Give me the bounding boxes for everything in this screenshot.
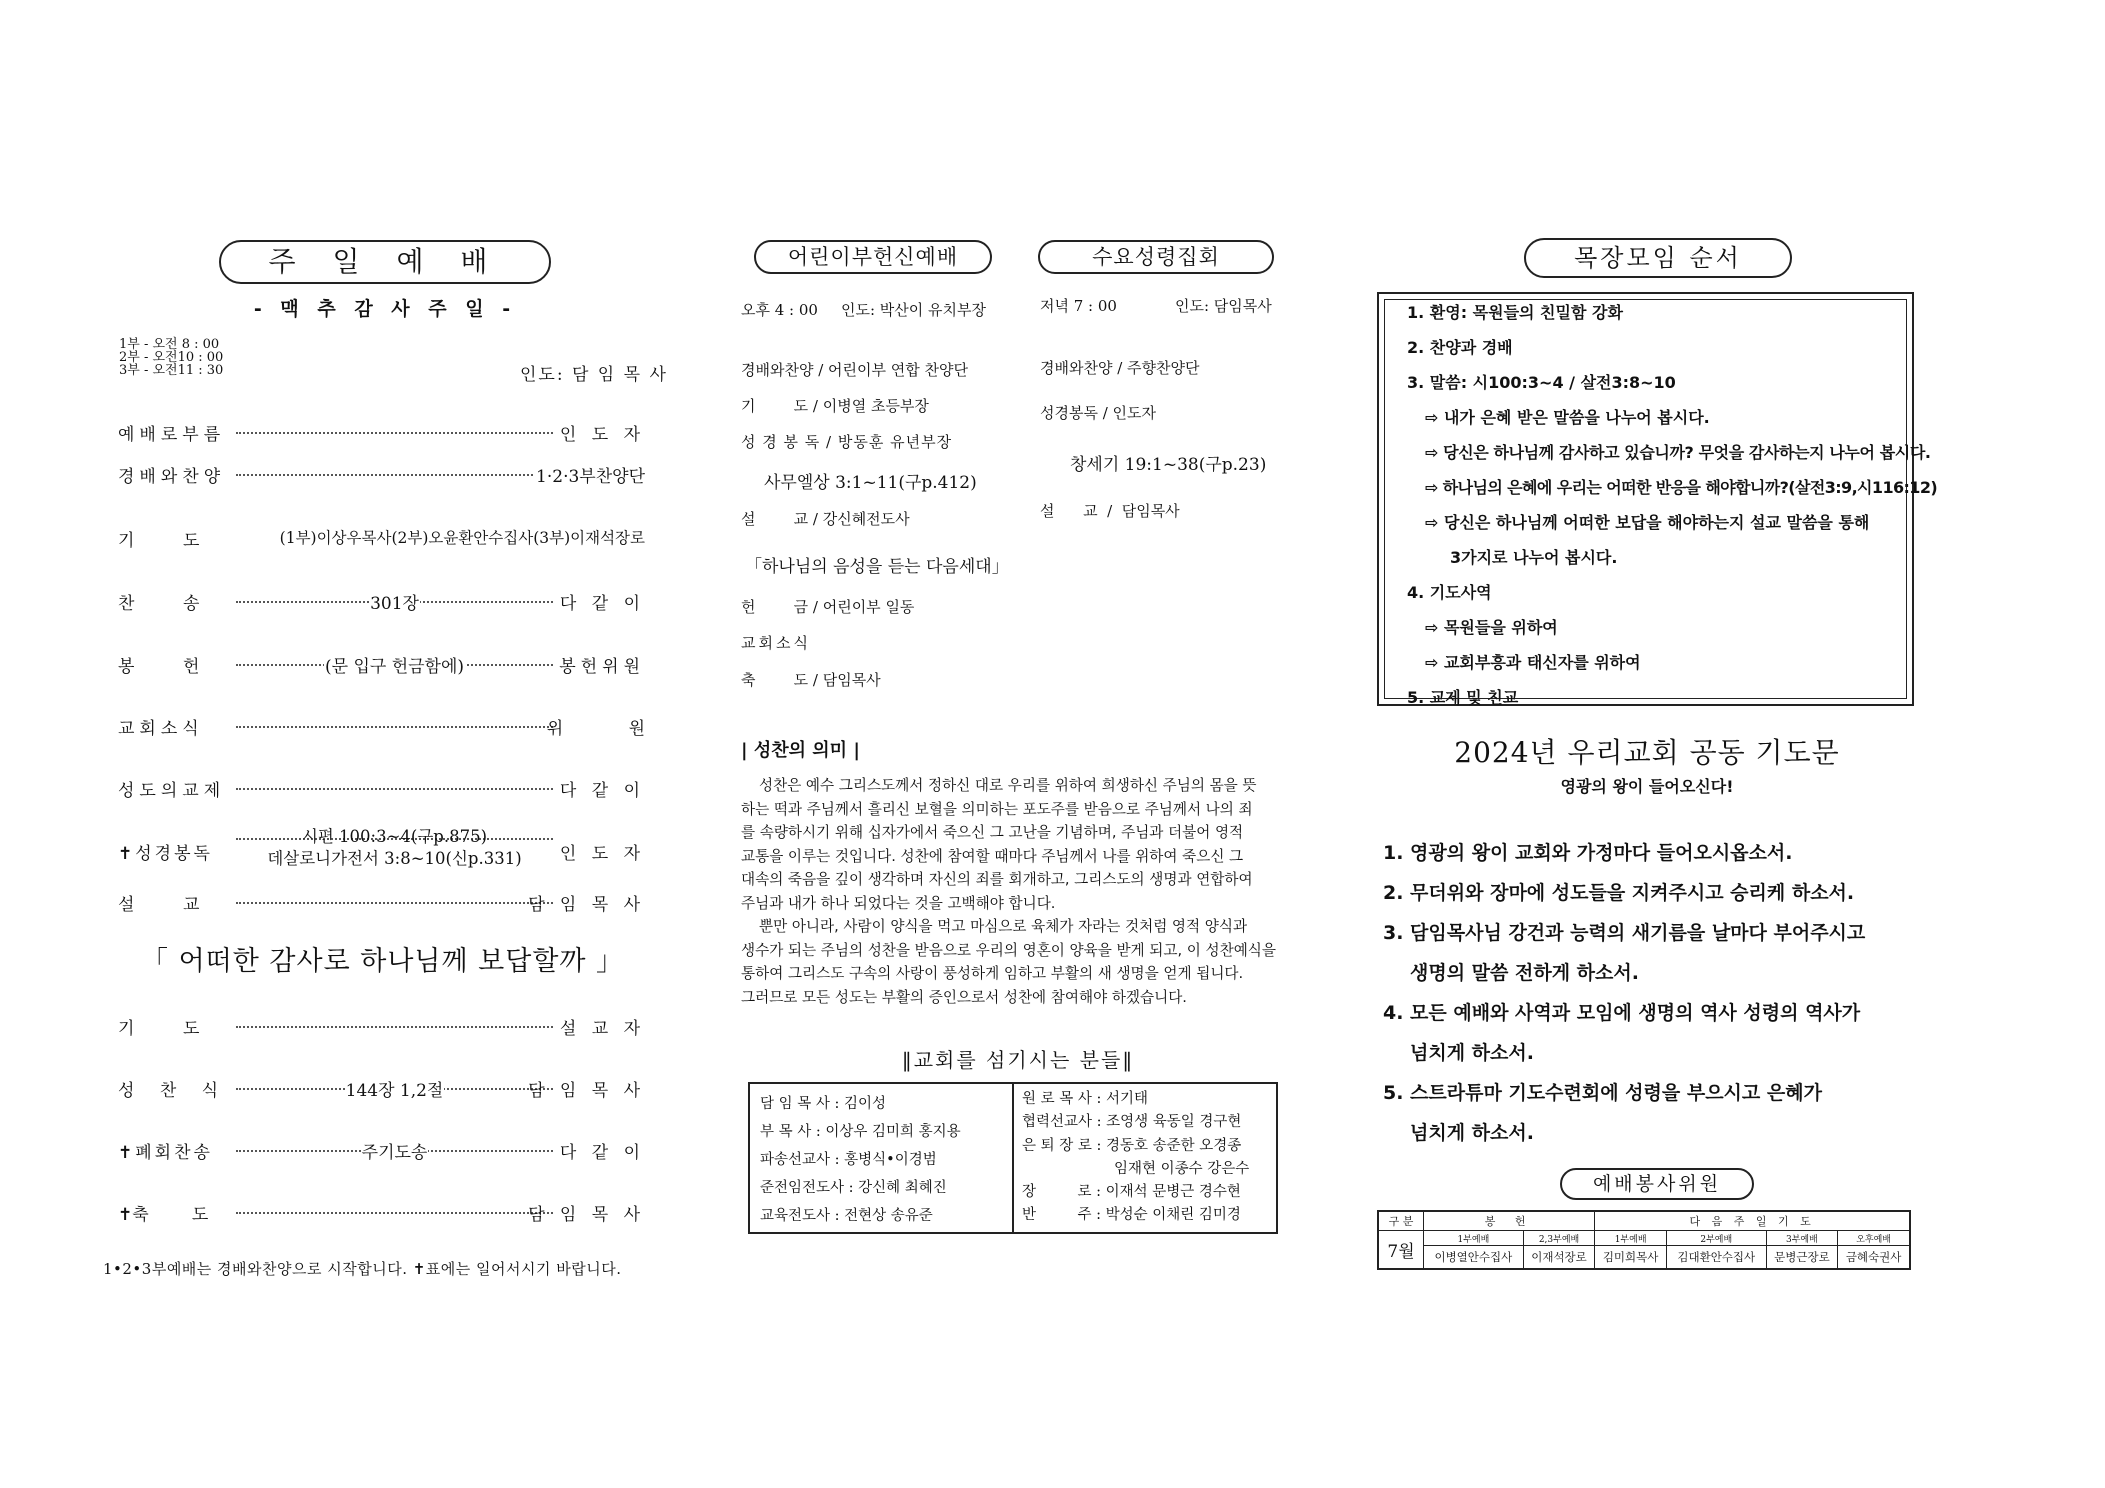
order-row [118, 462, 645, 486]
pastors-right [1022, 1088, 1249, 1228]
pastor-entry: 파송선교사 : 홍병식•이경범 [760, 1151, 937, 1168]
cell-item: ⇨ 당신은 하나님께 감사하고 있습니까? 무엇을 감사하는지 나누어 봅시다. [1425, 443, 1931, 462]
order-person: 담 임 목 사 [528, 1205, 645, 1225]
sunday-subtitle: - 맥 추 감 사 주 일 - [253, 298, 517, 320]
footnote: 1•2•3부예배는 경배와찬양으로 시작합니다. ✝표에는 일어서시기 바랍니다. [103, 1260, 622, 1278]
sermon-title: 「 어떠한 감사로 하나님께 보답할까 」 [141, 946, 625, 977]
order-person: 인 도 자 [559, 425, 645, 445]
order-label: 기 도 [118, 531, 200, 551]
children-service-title: 어린이부헌신예배 [754, 240, 992, 274]
order-label: 봉 헌 [118, 657, 200, 677]
order-person: 다 같 이 [559, 1143, 645, 1163]
prayer-line: 3. 담임목사님 강건과 능력의 새기름을 날마다 부어주시고 [1383, 922, 1866, 944]
children-line: 헌 금 / 어린이부 일동 [741, 598, 915, 616]
pastors-box [748, 1082, 1278, 1234]
wednesday-time: 저녁 7 : 00 [1040, 297, 1117, 315]
order-label: 성도의교제 [118, 781, 226, 801]
sunday-leader: 인도: 담 임 목 사 [520, 365, 668, 385]
pastor-entry: 반 주 : 박성순 이채린 김미경 [1022, 1207, 1241, 1224]
prayer-line: 2. 무더위와 장마에 성도들을 지켜주시고 승리케 하소서. [1383, 882, 1855, 904]
scripture-1: 시편 100:3~4(구p.875) [301, 827, 488, 846]
order-row [118, 1200, 645, 1224]
children-line: 설 교 / 강신혜전도사 [741, 510, 910, 528]
order-row [118, 652, 645, 676]
wednesday-line: 성경봉독 / 인도자 [1040, 404, 1157, 422]
sub-header: 1부예배 [1595, 1231, 1667, 1246]
prayer-persons: (1부)이상우목사(2부)오윤환안수집사(3부)이재석장로 [279, 529, 645, 547]
sub-header: 2,3부예배 [1523, 1231, 1595, 1246]
order-label: ✝성경봉독 [118, 844, 213, 864]
communion-line: 대속의 죽음을 깊이 생각하며 자신의 죄를 회개하고, 그리스도의 생명과 연합하여 [741, 871, 1253, 888]
order-row [118, 1014, 645, 1038]
order-row [118, 1138, 645, 1162]
volunteer-name: 문병근장로 [1766, 1246, 1838, 1270]
cell-item: ⇨ 내가 은혜 받은 말씀을 나누어 봅시다. [1425, 408, 1710, 427]
time-2: 2부 - 오전10 : 00 [119, 350, 224, 365]
time-1: 1부 - 오전 8 : 00 [119, 337, 220, 352]
hymn-number: 301장 [370, 594, 419, 614]
prayer-subtitle: 영광의 왕이 들어오신다! [1560, 777, 1734, 796]
pastors-heading: ‖교회를 섬기시는 분들‖ [901, 1048, 1135, 1072]
order-label: 기 도 [118, 1019, 200, 1039]
cell-item: 1. 환영: 목원들의 친밀함 강화 [1407, 303, 1623, 322]
sub-header: 1부예배 [1424, 1231, 1524, 1246]
sub-header: 2부예배 [1666, 1231, 1766, 1246]
sub-header: 3부예배 [1766, 1231, 1838, 1246]
scripture-2: 데살로니가전서 3:8~10(신p.331) [267, 849, 522, 868]
pastor-entry: 준전임전도사 : 강신혜 최혜진 [760, 1179, 947, 1196]
wednesday-scripture: 창세기 19:1~38(구p.23) [1070, 455, 1267, 475]
order-row [118, 827, 645, 884]
order-person: 담 임 목 사 [528, 895, 645, 915]
order-row [118, 714, 675, 739]
sub-header: 오후예배 [1838, 1231, 1910, 1246]
time-3: 3부 - 오전11 : 30 [119, 363, 224, 378]
order-label: 예배로부름 [118, 425, 226, 445]
prayer-line: 넘치게 하소서. [1410, 1122, 1534, 1144]
pastor-entry: 협력선교사 : 조영생 육동일 경구현 [1022, 1114, 1242, 1131]
volunteer-name: 금혜숙권사 [1838, 1246, 1910, 1270]
scripture-readings [236, 826, 553, 870]
header-offering: 봉 헌 [1424, 1211, 1595, 1231]
pastor-entry: 은 퇴 장 로 : 경동호 송준한 오경종 [1022, 1137, 1242, 1154]
cell-item: ⇨ 하나님의 은혜에 우리는 어떠한 반응을 해야합니까?(살전3:9,시116:12) [1425, 478, 1938, 497]
volunteer-name: 이재석장로 [1523, 1246, 1595, 1270]
month-cell: 7월 [1378, 1231, 1424, 1270]
children-line: 성 경 봉 독 / 방동훈 유년부장 [741, 433, 953, 451]
wednesday-line: 설 교 / 담임목사 [1040, 502, 1180, 520]
prayer-line: 5. 스트라튜마 기도수련회에 성령을 부으시고 은혜가 [1383, 1082, 1822, 1104]
header-next-prayer: 다 음 주 일 기 도 [1595, 1211, 1910, 1231]
order-label: ✝폐회찬송 [118, 1143, 213, 1163]
prayer-line: 넘치게 하소서. [1410, 1042, 1534, 1064]
order-person: 봉헌위원 [559, 657, 645, 677]
pastor-entry: 장 로 : 이재석 문병근 경수현 [1022, 1184, 1241, 1201]
cell-meeting-title: 목장모임 순서 [1524, 238, 1792, 278]
pastor-entry: 원 로 목 사 : 서기태 [1022, 1091, 1148, 1107]
communion-line: 교통을 이루는 것입니다. 성찬에 참여할 때마다 주님께서 나를 위하여 죽으신 그 [741, 847, 1244, 865]
header-division: 구 분 [1378, 1211, 1424, 1231]
communion-line: 뿐만 아니라, 사람이 양식을 먹고 마심으로 육체가 자라는 것처럼 영적 양식과 [759, 918, 1248, 935]
children-scripture: 사무엘상 3:1~11(구p.412) [764, 473, 977, 493]
order-row [118, 420, 645, 444]
prayer-line: 4. 모든 예배와 사역과 모임에 생명의 역사 성령의 역사가 [1383, 1002, 1861, 1024]
pastor-entry: 담 임 목 사 : 김이성 [760, 1095, 886, 1112]
cell-item: 4. 기도사역 [1407, 583, 1492, 602]
order-label: ✝축 도 [118, 1205, 209, 1225]
communion-line: 주님과 내가 하나 되었다는 것을 고백해야 합니다. [741, 894, 1056, 912]
volunteer-name: 김대환안수집사 [1666, 1246, 1766, 1270]
order-row [118, 890, 645, 914]
closing-hymn: 주기도송 [361, 1143, 428, 1163]
volunteer-name: 김미희목사 [1595, 1246, 1667, 1270]
children-line: 경배와찬양 / 어린이부 연합 찬양단 [741, 361, 968, 379]
order-label: 설 교 [118, 895, 200, 915]
service-times [119, 338, 223, 377]
volunteer-name: 이병열안수집사 [1424, 1246, 1524, 1270]
pastor-entry: 부 목 사 : 이상우 김미희 홍지용 [760, 1123, 961, 1140]
communion-line: 그러므로 모든 성도는 부활의 증인으로서 성찬에 참여해야 하겠습니다. [741, 988, 1187, 1006]
order-person: 1·2·3부찬양단 [536, 467, 645, 487]
pastors-left [760, 1088, 961, 1228]
order-person: 담 임 목 사 [528, 1081, 645, 1101]
communion-line: 생수가 되는 주님의 성찬을 받음으로 우리의 영혼이 양육을 받게 되고, 이 성찬예식을 [741, 941, 1276, 959]
offering-note: (문 입구 헌금함에) [324, 657, 465, 677]
prayer-line: 생명의 말씀 전하게 하소서. [1410, 962, 1639, 984]
communion-line: 를 속량하시기 위해 십자가에서 죽으신 그 고난을 기념하며, 주님과 더불어 영적 [741, 824, 1244, 841]
prayer-title: 2024년 우리교회 공동 기도문 [1454, 736, 1840, 769]
wednesday-line: 경배와찬양 / 주향찬양단 [1040, 359, 1200, 377]
order-label: 경배와찬양 [118, 467, 226, 487]
order-person: 다 같 이 [559, 781, 645, 801]
cell-item: ⇨ 목원들을 위하여 [1425, 618, 1558, 637]
prayer-line: 1. 영광의 왕이 교회와 가정마다 들어오시옵소서. [1383, 842, 1793, 864]
communion-text [741, 774, 1293, 1009]
children-time: 오후 4 : 00 [741, 301, 818, 319]
order-row [118, 526, 645, 550]
children-sermon-title: 「하나님의 음성을 듣는 다음세대」 [745, 557, 1009, 577]
children-leader: 인도: 박산이 유치부장 [841, 301, 987, 319]
order-person: 위 원 [546, 719, 675, 739]
communion-heading: | 성찬의 의미 | [741, 740, 860, 761]
order-person: 다 같 이 [559, 594, 645, 614]
children-line: 축 도 / 담임목사 [741, 671, 881, 689]
communion-hymn: 144장 1,2절 [345, 1081, 444, 1101]
service-committee-title: 예배봉사위원 [1560, 1168, 1754, 1200]
communion-line: 성찬은 예수 그리스도께서 정하신 대로 우리를 위하여 희생하신 주님의 몸을 뜻 [759, 777, 1257, 794]
pastor-entry: 교육전도사 : 전현상 송유준 [760, 1207, 933, 1224]
cell-item: 3. 말씀: 시100:3~4 / 살전3:8~10 [1407, 373, 1676, 392]
wednesday-service-title: 수요성령집회 [1038, 240, 1274, 274]
order-label: 성 찬 식 [118, 1081, 229, 1101]
order-row [118, 776, 645, 800]
cell-item: 3가지로 나누어 봅시다. [1450, 548, 1618, 567]
order-person: 인 도 자 [559, 844, 645, 864]
pastor-entry: 임재현 이종수 강은수 [1114, 1160, 1250, 1177]
communion-line: 하는 떡과 주님께서 흘리신 보혈을 의미하는 포도주를 받음으로 주님께서 나의 죄 [741, 800, 1253, 818]
cell-item: ⇨ 교회부흥과 태신자를 위하여 [1425, 653, 1641, 672]
cell-item: ⇨ 당신은 하나님께 어떠한 보답을 해야하는지 설교 말씀을 통해 [1425, 513, 1870, 532]
service-table [1377, 1210, 1911, 1270]
cell-item: 2. 찬양과 경배 [1407, 338, 1513, 357]
sunday-service-title: 주 일 예 배 [219, 240, 551, 284]
cell-item: 5. 교제 및 친교 [1407, 688, 1519, 707]
communion-line: 통하여 그리스도 구속의 사랑이 풍성하게 임하고 부활의 새 생명을 얻게 됩니다. [741, 965, 1244, 982]
order-row [118, 1076, 645, 1100]
order-person: 설 교 자 [559, 1019, 645, 1039]
wednesday-leader: 인도: 담임목사 [1175, 297, 1272, 315]
order-label: 찬 송 [118, 594, 200, 614]
children-line: 교회소식 [741, 634, 811, 652]
children-line: 기 도 / 이병열 초등부장 [741, 397, 929, 415]
order-row [118, 589, 645, 613]
order-label: 교회소식 [118, 719, 204, 739]
